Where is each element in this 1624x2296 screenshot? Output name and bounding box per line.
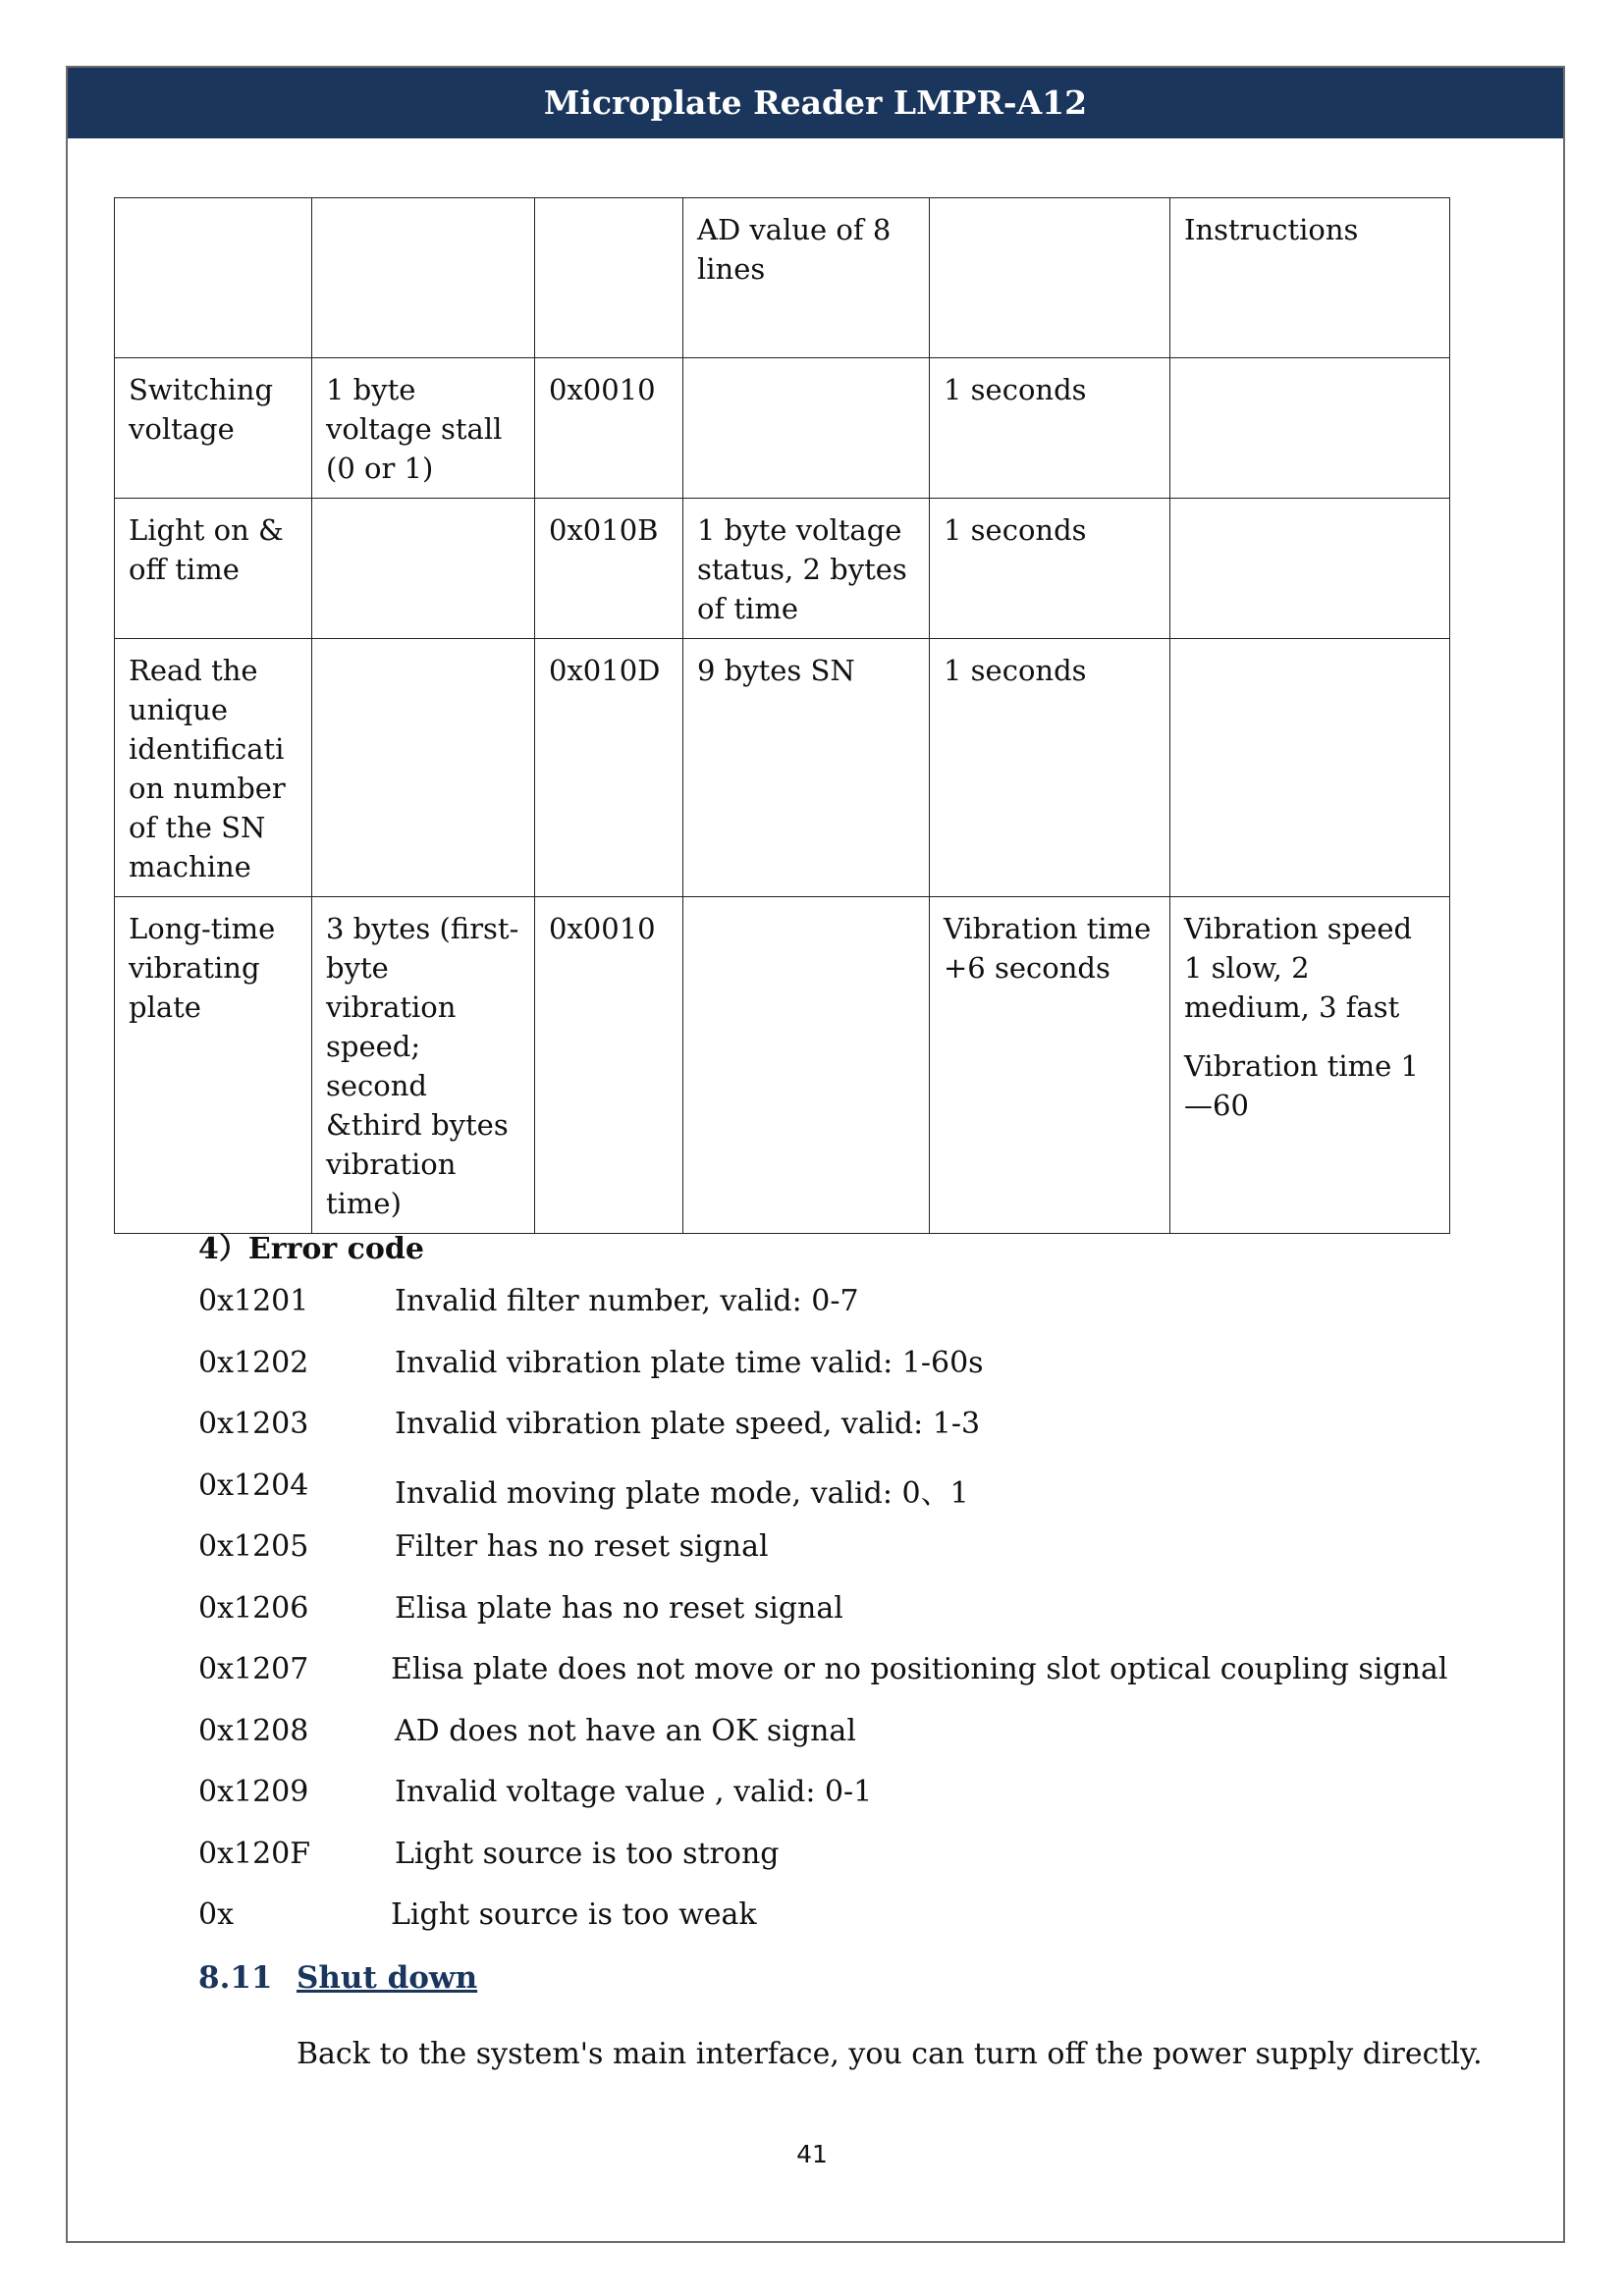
error-code-heading: 4）Error code bbox=[198, 1232, 424, 1266]
section-number: 8.11 bbox=[198, 1960, 273, 1996]
table-cell bbox=[1170, 639, 1450, 897]
error-description: Elisa plate does not move or no positioning slot optical coupling signal bbox=[391, 1652, 1448, 1686]
table-cell: Switching voltage bbox=[115, 358, 312, 499]
page-number: 41 bbox=[796, 2140, 828, 2168]
table-cell bbox=[312, 499, 535, 639]
error-code: 0x1203 bbox=[198, 1407, 309, 1441]
error-description: Invalid filter number, valid: 0-7 bbox=[395, 1284, 859, 1318]
table-cell: Light on & off time bbox=[115, 499, 312, 639]
table-cell bbox=[312, 198, 535, 358]
table-cell bbox=[1170, 897, 1450, 1234]
error-description: AD does not have an OK signal bbox=[395, 1713, 856, 1748]
table-cell bbox=[535, 198, 683, 358]
error-description: Light source is too strong bbox=[395, 1836, 780, 1871]
table-row bbox=[115, 358, 1450, 499]
error-description: Invalid vibration plate time valid: 1-60s bbox=[395, 1345, 984, 1380]
error-code: 0x1201 bbox=[198, 1284, 309, 1318]
table-row bbox=[115, 198, 1450, 358]
table-row bbox=[115, 897, 1450, 1234]
table-cell bbox=[683, 897, 930, 1234]
section-title: Shut down bbox=[297, 1960, 478, 1996]
table-cell bbox=[115, 198, 312, 358]
table-cell: Instructions bbox=[1170, 198, 1450, 358]
error-code: 0x1209 bbox=[198, 1775, 309, 1809]
table-cell: 1 seconds bbox=[930, 358, 1170, 499]
table-cell: Read the unique identificati on number of the SN machine bbox=[115, 639, 312, 897]
section-heading bbox=[198, 1960, 477, 1996]
error-code: 0x1208 bbox=[198, 1713, 309, 1748]
command-table bbox=[114, 197, 1450, 1234]
table-cell: 0x0010 bbox=[535, 358, 683, 499]
error-description: Elisa plate has no reset signal bbox=[395, 1590, 843, 1626]
document-header: Microplate Reader LMPR-A12 bbox=[68, 68, 1563, 138]
error-description: Filter has no reset signal bbox=[395, 1529, 769, 1564]
table-cell: 1 byte voltage status, 2 bytes of time bbox=[683, 499, 930, 639]
table-cell: Vibration time +6 seconds bbox=[930, 897, 1170, 1234]
cell-paragraph: Vibration time 1—60 bbox=[1184, 1049, 1419, 1122]
table-cell bbox=[930, 198, 1170, 358]
error-code: 0x bbox=[198, 1897, 235, 1932]
table-cell bbox=[1170, 499, 1450, 639]
table-cell: 1 seconds bbox=[930, 499, 1170, 639]
table-row bbox=[115, 499, 1450, 639]
table-cell: 9 bytes SN bbox=[683, 639, 930, 897]
table-cell: 0x010B bbox=[535, 499, 683, 639]
table-cell: 0x010D bbox=[535, 639, 683, 897]
error-code: 0x1205 bbox=[198, 1529, 309, 1564]
table-cell: 1 byte voltage stall (0 or 1) bbox=[312, 358, 535, 499]
table-cell: AD value of 8 lines bbox=[683, 198, 930, 358]
table-cell: 1 seconds bbox=[930, 639, 1170, 897]
error-description: Invalid moving plate mode, valid: 0、1 bbox=[395, 1475, 969, 1511]
error-description: Invalid vibration plate speed, valid: 1-3 bbox=[395, 1407, 981, 1441]
table-cell bbox=[312, 639, 535, 897]
error-code: 0x1204 bbox=[198, 1468, 309, 1503]
table-cell: 3 bytes (first-byte vibration speed; second &third bytes vibration time) bbox=[312, 897, 535, 1234]
error-description: Invalid voltage value , valid: 0-1 bbox=[395, 1775, 873, 1809]
body-paragraph: Back to the system's main interface, you can turn off the power supply directly. bbox=[297, 2037, 1483, 2071]
table-cell: 0x0010 bbox=[535, 897, 683, 1234]
table-cell: Long-time vibrating plate bbox=[115, 897, 312, 1234]
table-cell bbox=[683, 358, 930, 499]
table-cell bbox=[1170, 358, 1450, 499]
error-code: 0x1207 bbox=[198, 1652, 309, 1686]
error-code: 0x1202 bbox=[198, 1345, 309, 1380]
table-row bbox=[115, 639, 1450, 897]
error-description: Light source is too weak bbox=[391, 1897, 757, 1932]
cell-paragraph: Vibration speed 1 slow, 2 medium, 3 fast bbox=[1184, 912, 1413, 1024]
error-code: 0x1206 bbox=[198, 1590, 309, 1626]
error-code: 0x120F bbox=[198, 1836, 311, 1871]
